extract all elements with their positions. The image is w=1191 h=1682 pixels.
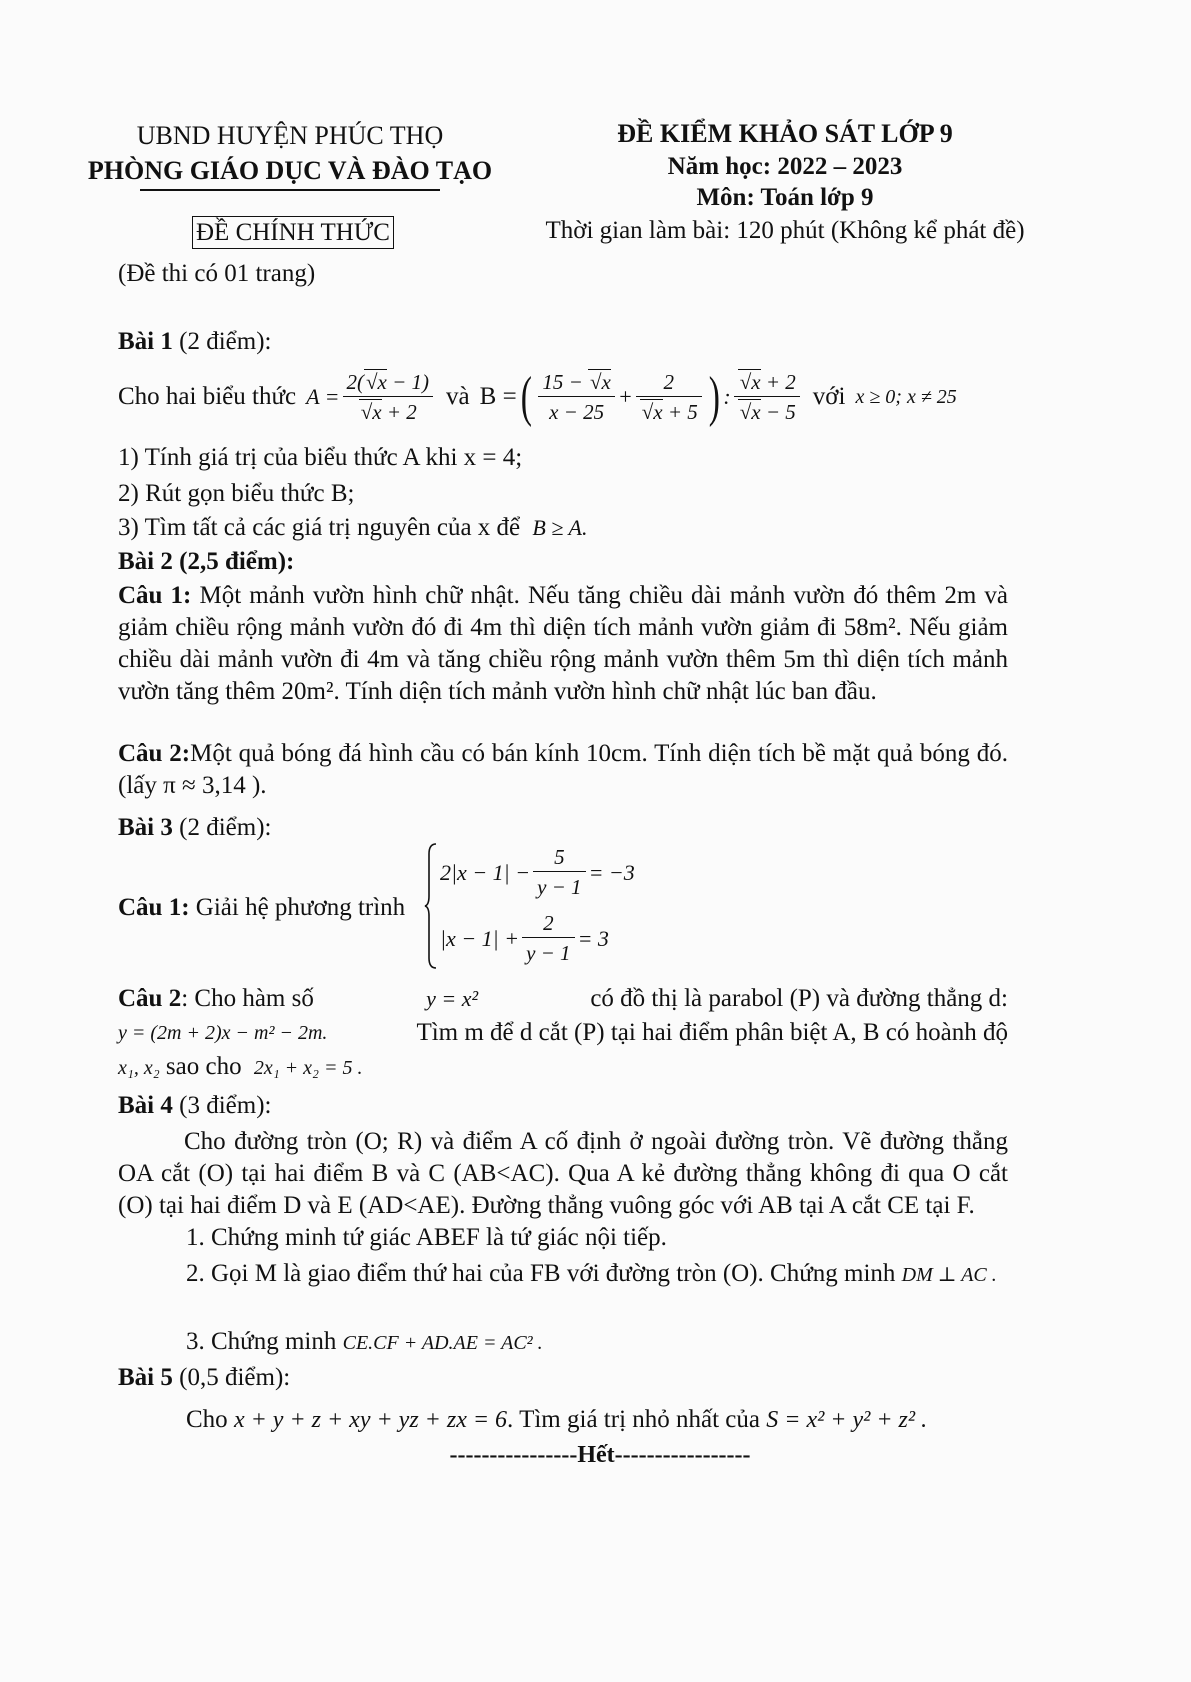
bai1-title: Bài 1 — [118, 328, 173, 355]
time-limit: Thời gian làm bài: 120 phút (Không kể phát đề) — [545, 217, 1025, 244]
bai2-cau1 — [118, 580, 1008, 708]
bai3-cau2-label: Câu 2 — [118, 985, 182, 1012]
bai1-q3-text: 3) Tìm tất cả các giá trị nguyên của x để — [118, 514, 521, 541]
bai3-points: (2 điểm): — [179, 814, 272, 841]
district-name: UBND HUYỆN PHÚC THỌ — [136, 121, 444, 150]
bai5-title: Bài 5 — [118, 1364, 173, 1391]
bai5-text-b: . Tìm giá trị nhỏ nhất của — [507, 1406, 761, 1433]
official-badge: ĐỀ CHÍNH THỨC — [192, 216, 394, 249]
bai5-heading — [118, 1362, 290, 1393]
plus-sign: + — [617, 384, 633, 410]
bai4-heading — [118, 1090, 271, 1121]
bai1-q3-expr: B ≥ A. — [532, 515, 588, 540]
bai4-q2-text: 2. Gọi M là giao điểm thứ hai của FB với đường tròn (O). Chứng minh — [186, 1260, 896, 1287]
bai4-q2 — [118, 1258, 1008, 1291]
bai1-points: (2 điểm): — [179, 328, 272, 355]
bai1-with: với — [812, 383, 846, 411]
divide-sign: : — [723, 384, 731, 410]
expr-B-fraction2: $\frac{2}{√x + 5}$ — [636, 369, 702, 426]
exam-info-block — [520, 118, 1050, 246]
bai4-points: (3 điểm): — [179, 1092, 272, 1119]
header-underline — [140, 189, 440, 191]
bai3-title: Bài 3 — [118, 814, 173, 841]
department-name: PHÒNG GIÁO DỤC VÀ ĐÀO TẠO — [87, 155, 493, 185]
bai2-cau1-text: Một mảnh vườn hình chữ nhật. Nếu tăng chiều dài mảnh vườn đó thêm 2m và giảm chiều rộng mảnh vườn đó đi 4m thì diện tích mảnh vườn giảm đi 58m². Nếu giảm chiều dài mảnh vườn đi 4m và tăng chiều rộng mảnh vườn thêm 5m thì diện tích mảnh vườn tăng thêm 20m². Tính diện tích mảnh vườn hình chữ nhật lúc ban đầu. — [118, 582, 1009, 705]
bai3-cau1-text: Giải hệ phương trình — [195, 894, 406, 921]
bai4-q3-expr: CE.CF + AD.AE = AC² . — [342, 1332, 543, 1354]
bai4-intro: Cho đường tròn (O; R) và điểm A cố định ở ngoài đường tròn. Vẽ đường thẳng OA cắt (O) tại hai điểm B và C (AB<AC). Qua A kẻ đường thẳng không đi qua O cắt (O) tại hai điểm D và E (AD<AE). Đường thẳng vuông góc với AB tại A cắt CE tại F. — [118, 1128, 1008, 1219]
bai4-q2-expr: DM ⊥ AC . — [901, 1264, 997, 1286]
bai2-points: (2,5 điểm): — [179, 548, 295, 575]
bai4-q3 — [186, 1326, 543, 1357]
bai5-expr1: x + y + z + xy + yz + zx = 6 — [233, 1407, 508, 1433]
bai3-cau2-text-b: có đồ thị là parabol (P) và đường thẳng d: — [590, 985, 1008, 1012]
bai1-and: và — [446, 383, 470, 411]
expr-A-label: A = — [306, 384, 340, 410]
bai3-cau2-line2 — [118, 1016, 1008, 1050]
bai2-title: Bài 2 — [118, 548, 173, 575]
pages-note: (Đề thi có 01 trang) — [118, 260, 316, 287]
system-brace — [424, 842, 438, 970]
expr-B-label: B = — [479, 383, 517, 411]
bai3-cau2-expr1: y = x² — [426, 986, 479, 1011]
bai1-heading — [118, 326, 271, 357]
bai5-expr2: S = x² + y² + z² . — [766, 1407, 928, 1433]
bai5-body — [186, 1404, 927, 1435]
exam-title: ĐỀ KIỂM KHẢO SÁT LỚP 9 — [617, 119, 953, 148]
bai3-cau1-label: Câu 1: — [118, 894, 190, 921]
bai1-intro: Cho hai biểu thức — [118, 383, 297, 411]
equation-2: |x − 1| + $\frac{2}{y - 1}$ = 3 — [440, 911, 609, 966]
bai5-text-a: Cho — [186, 1406, 228, 1433]
expr-B-close-paren: ) — [708, 366, 720, 428]
bai2-cau1-label: Câu 1: — [118, 582, 192, 609]
bai3-cau2-text-a: : Cho hàm số — [181, 985, 314, 1012]
bai3-cau2 — [118, 982, 1008, 1085]
equation-1: 2|x − 1| − $\frac{5}{y - 1}$ = −3 — [440, 845, 635, 900]
bai4-q1: 1. Chứng minh tứ giác ABEF là tứ giác nội tiếp. — [186, 1224, 667, 1251]
equation-system — [424, 842, 664, 972]
bai3-cau2-line1 — [118, 982, 1008, 1016]
bai1-q3 — [118, 512, 587, 543]
school-year: Năm học: 2022 – 2023 — [667, 152, 903, 180]
end-marker: ----------------Hết----------------- — [449, 1442, 751, 1468]
subject: Môn: Toán lớp 9 — [696, 183, 874, 211]
bai2-cau2-text: Một quả bóng đá hình cầu có bán kính 10cm. Tính diện tích bề mặt quả bóng đó. (lấy π ≈ 3,14 ). — [118, 740, 1008, 799]
bai4-title: Bài 4 — [118, 1092, 173, 1119]
bai3-cau2-expr4: 2x₁ + x₂ = 5 . — [253, 1057, 363, 1079]
bai3-cau2-text-d: sao cho — [165, 1053, 242, 1080]
bai4-q3-text: 3. Chứng minh — [186, 1328, 337, 1355]
bai2-heading — [118, 546, 294, 577]
bai5-points: (0,5 điểm): — [179, 1364, 291, 1391]
bai1-condition: x ≥ 0; x ≠ 25 — [855, 385, 957, 408]
bai3-cau2-expr2: y = (2m + 2)x − m² − 2m. — [118, 1022, 328, 1044]
bai1-q1: 1) Tính giá trị của biểu thức A khi x = 4; — [118, 444, 523, 471]
expr-B-open-paren: ( — [520, 366, 532, 428]
bai3-cau2-expr3: x₁, x₂ — [118, 1057, 160, 1079]
expr-B-fraction3: $\frac{√x + 2}{√x - 5}$ — [734, 369, 800, 426]
bai3-cau2-line3 — [118, 1050, 1008, 1085]
expr-B-fraction1: $\frac{15 - √x}{x - 25}$ — [538, 369, 615, 426]
expr-A-fraction: $\frac{2(√x - 1)}{√x + 2}$ — [343, 369, 434, 426]
bai2-cau2 — [118, 738, 1008, 802]
bai3-heading — [118, 812, 271, 843]
issuer-block — [70, 120, 510, 191]
bai1-expressions — [118, 362, 957, 432]
bai3-cau2-text-c: Tìm m để d cắt (P) tại hai điểm phân biệt A, B có hoành độ — [416, 1019, 1008, 1046]
bai1-q2: 2) Rút gọn biểu thức B; — [118, 480, 355, 507]
bai2-cau2-label: Câu 2: — [118, 740, 191, 767]
bai3-cau1 — [118, 892, 405, 923]
